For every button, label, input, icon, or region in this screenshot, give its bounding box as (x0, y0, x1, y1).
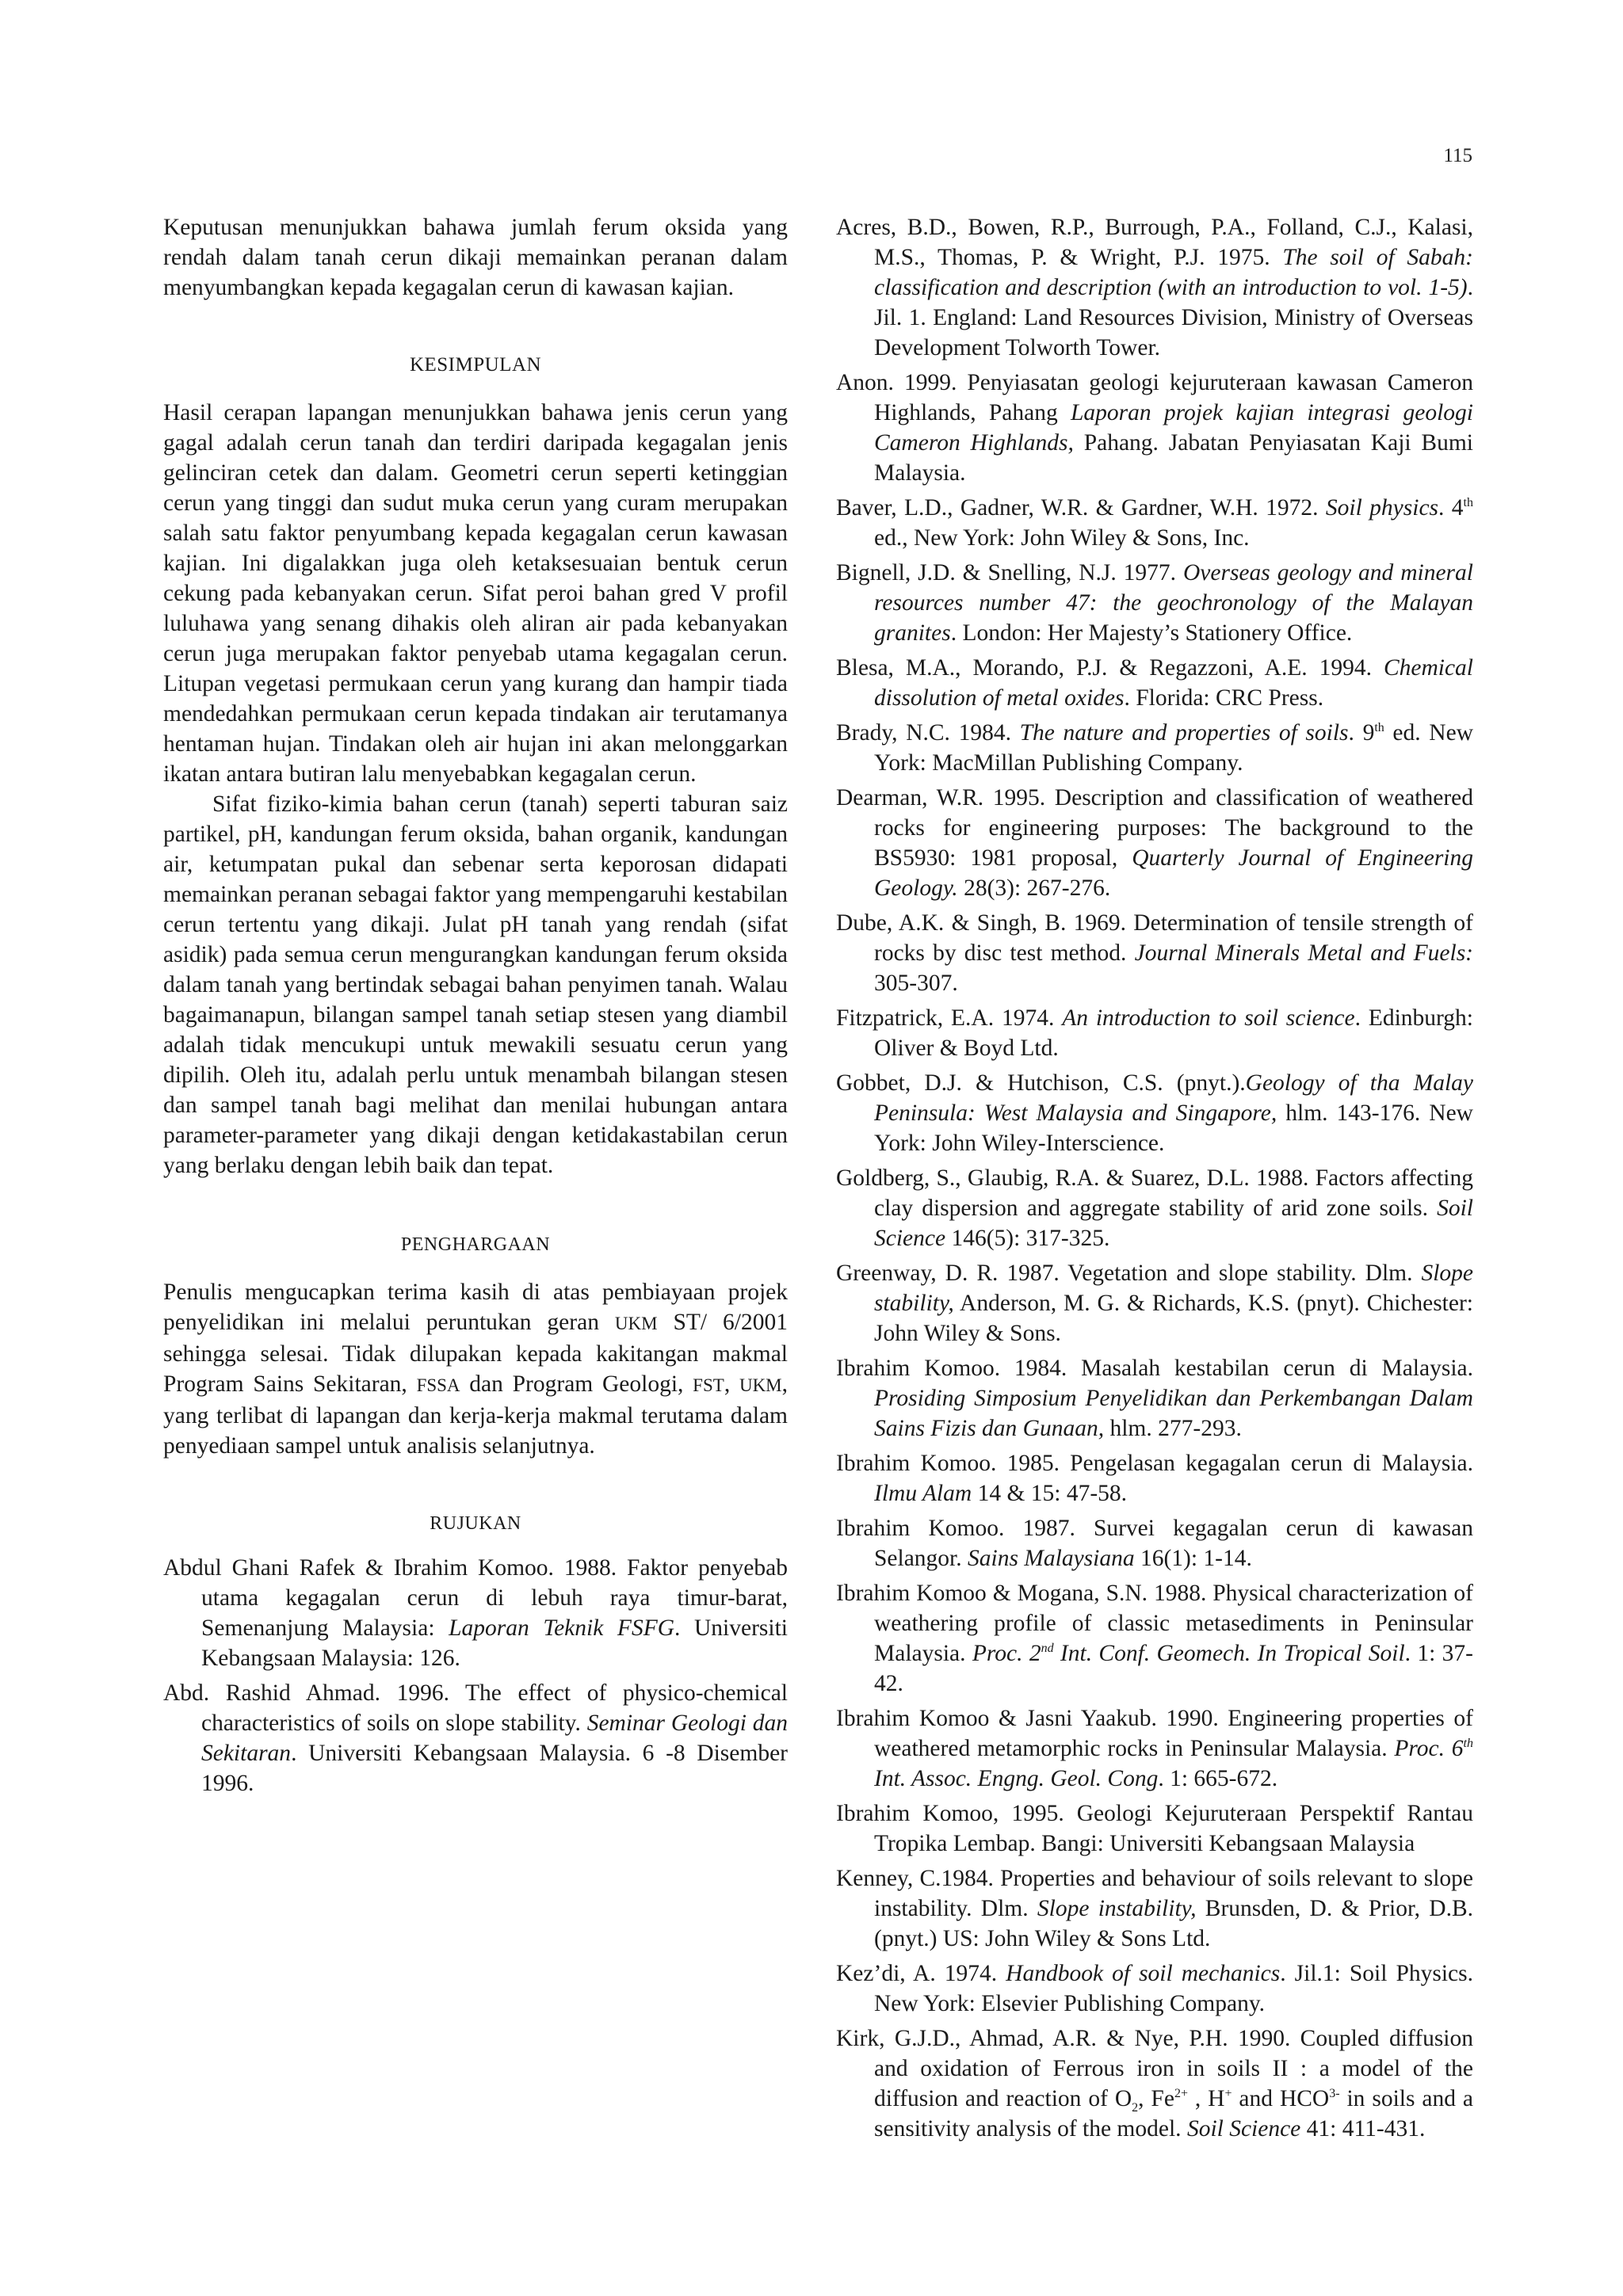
reference-item: Ibrahim Komoo. 1987. Survei kegagalan cerun di kawasan Selangor. Sains Malaysiana 16(1): 1-14. (836, 1516, 1473, 1571)
reference-item: Dearman, W.R. 1995. Description and classification of weathered rocks for engineering purposes: The background to the BS5930: 1981 proposal, Quarterly Journal of Engineering Geology. 28(3): 267-276. (836, 785, 1474, 901)
page-number: 115 (1443, 145, 1472, 166)
reference-item: Ibrahim Komoo, 1995. Geologi Kejuruteraan Perspektif Rantau Tropika Lembap. Bangi: Universiti Kebangsaan Malaysia (836, 1801, 1473, 1856)
intro-paragraph: Keputusan menunjukkan bahawa jumlah ferum oksida yang rendah dalam tanah cerun dikaji memainkan peranan dalam menyumbangkan kepada kegagalan cerun di kawasan kajian. (163, 215, 788, 300)
reference-item: Fitzpatrick, E.A. 1974. An introduction to soil science. Edinburgh: Oliver & Boyd Ltd. (836, 1005, 1474, 1061)
heading-penghargaan: PENGHARGAAN (400, 1234, 551, 1255)
reference-item: Bignell, J.D. & Snelling, N.J. 1977. Overseas geology and mineral resources number 47: the geochronology of the Malayan granites. London: Her Majesty’s Stationery Office. (836, 560, 1473, 646)
reference-item: Greenway, D. R. 1987. Vegetation and slope stability. Dlm. Slope stability, Anderson, M. G. & Richards, K.S. (pnyt). Chichester: John Wiley & Sons. (836, 1261, 1473, 1346)
reference-item: Kirk, G.J.D., Ahmad, A.R. & Nye, P.H. 1990. Coupled diffusion and oxidation of Ferrous iron in soils II : a model of the diffusion and reaction of $O_2$, $Fe^{2+}$ , H+ and $HCO^{3-}$ in soils and a sensitivity analysis of the model. Soil Science 41: 411-431. (836, 2026, 1473, 2142)
reference-item: Baver, L.D., Gadner, W.R. & Gardner, W.H. 1972. Soil physics. 4th ed., New York: John Wiley & Sons, Inc. (836, 495, 1473, 551)
left-column (163, 212, 788, 1803)
reference-item: Ibrahim Komoo. 1984. Masalah kestabilan cerun di Malaysia. Prosiding Simposium Penyelidikan dan Perkembangan Dalam Sains Fizis dan Gunaan, hlm. 277-293. (836, 1356, 1473, 1441)
reference-item: Ibrahim Komoo & Jasni Yaakub. 1990. Engineering properties of weathered metamorphic rocks in Peninsular Malaysia. Proc. 6th Int. Assoc. Engng. Geol. Cong. 1: 665-672. (836, 1706, 1473, 1791)
reference-item: Ibrahim Komoo & Mogana, S.N. 1988. Physical characterization of weathering profile of classic metasediments in Peninsular Malaysia. Proc. 2nd Int. Conf. Geomech. In Tropical Soil. 1: 37-42. (836, 1581, 1473, 1696)
reference-item: Abd. Rashid Ahmad. 1996. The effect of physico-chemical characteristics of soils on slope stability. Seminar Geologi dan Sekitaran. Universiti Kebangsaan Malaysia. 6 -8 Disember 1996. (163, 1680, 788, 1796)
acknowledgement-paragraph: Penulis mengucapkan terima kasih di atas pembiayaan projek penyelidikan ini melalui peruntukan geran UKM ST/ 6/2001 sehingga selesai. Tidak dilupakan kepada kakitangan makmal Program Sains Sekitaran, FSSA dan Program Geologi, FST, UKM, yang terlibat di lapangan dan kerja-kerja makmal terutama dalam penyediaan sampel untuk analisis selanjutnya. (163, 1280, 789, 1459)
reference-item: Brady, N.C. 1984. The nature and properties of soils. 9th ed. New York: MacMillan Publishing Company. (836, 720, 1474, 776)
kesimpulan-paragraph-1: Hasil cerapan lapangan menunjukkan bahawa jenis cerun yang gagal adalah cerun tanah dan terdiri daripada kegagalan jenis gelinciran cetek dan dalam. Geometri cerun seperti ketinggian cerun yang tinggi dan sudut muka cerun yang curam merupakan salah satu faktor penyumbang kepada kegagalan cerun kawasan kajian. Ini digalakkan juga oleh ketaksesuaian bentuk cerun cekung pada kebanyakan cerun. Sifat peroi bahan gred V profil luluhawa yang senang dihakis oleh aliran air pada kebanyakan cerun juga merupakan faktor penyebab utama kegagalan cerun. Litupan vegetasi permukaan cerun yang kurang dan hampir tiada mendedahkan permukaan cerun kepada tindakan air terutamanya hentaman hujan. Tindakan oleh air hujan ini akan melonggarkan ikatan antara butiran lalu menyebabkan kegagalan cerun. (163, 400, 788, 787)
reference-item: Kez’di, A. 1974. Handbook of soil mechanics. Jil.1: Soil Physics. New York: Elsevier Publishing Company. (836, 1961, 1473, 2016)
reference-item: Ibrahim Komoo. 1985. Pengelasan kegagalan cerun di Malaysia. Ilmu Alam 14 & 15: 47-58. (836, 1451, 1473, 1506)
right-column (836, 212, 1473, 2149)
heading-rujukan: RUJUKAN (430, 1513, 521, 1534)
reference-item: Acres, B.D., Bowen, R.P., Burrough, P.A., Folland, C.J., Kalasi, M.S., Thomas, P. & Wright, P.J. 1975. The soil of Sabah: classification and description (with an introduction to vol. 1-5). Jil. 1. England: Land Resources Division, Ministry of Overseas Development Tolworth Tower. (836, 215, 1473, 360)
heading-kesimpulan: KESIMPULAN (409, 354, 542, 376)
reference-item: Gobbet, D.J. & Hutchison, C.S. (pnyt.).Geology of tha Malay Peninsula: West Malaysia and Singapore, hlm. 143-176. New York: John Wiley-Interscience. (836, 1070, 1473, 1156)
kesimpulan-paragraph-2: Sifat fiziko-kimia bahan cerun (tanah) seperti taburan saiz partikel, pH, kandungan ferum oksida, bahan organik, kandungan air, ketumpatan pukal dan sebenar serta keporosan didapati memainkan peranan sebagai faktor yang mempengaruhi kestabilan cerun tertentu yang dikaji. Julat pH tanah yang rendah (sifat asidik) pada semua cerun mengurangkan kandungan ferum oksida dalam tanah yang bertindak sebagai bahan penyimen tanah. Walau bagaimanapun, bilangan sampel tanah setiap stesen yang diambil adalah tidak mencukupi untuk mewakili sesuatu cerun yang dipilih. Oleh itu, adalah perlu untuk menambah bilangan stesen dan sampel tanah bagi melihat dan menilai hubungan antara parameter-parameter yang dikaji dengan ketidakastabilan cerun yang berlaku dengan lebih baik dan tepat. (163, 791, 789, 1178)
reference-item: Abdul Ghani Rafek & Ibrahim Komoo. 1988. Faktor penyebab utama kegagalan cerun di lebuh raya timur-barat, Semenanjung Malaysia: Laporan Teknik FSFG. Universiti Kebangsaan Malaysia: 126. (163, 1555, 788, 1671)
reference-item: Dube, A.K. & Singh, B. 1969. Determination of tensile strength of rocks by disc test method. Journal Minerals Metal and Fuels: 305-307. (836, 910, 1474, 996)
reference-item: Goldberg, S., Glaubig, R.A. & Suarez, D.L. 1988. Factors affecting clay dispersion and aggregate stability of arid zone soils. Soil Science 146(5): 317-325. (836, 1165, 1473, 1251)
reference-item: Anon. 1999. Penyiasatan geologi kejuruteraan kawasan Cameron Highlands, Pahang Laporan projek kajian integrasi geologi Cameron Highlands, Pahang. Jabatan Penyiasatan Kaji Bumi Malaysia. (836, 370, 1474, 486)
reference-item: Blesa, M.A., Morando, P.J. & Regazzoni, A.E. 1994. Chemical dissolution of metal oxides. Florida: CRC Press. (836, 655, 1473, 711)
reference-item: Kenney, C.1984. Properties and behaviour of soils relevant to slope instability. Dlm. Slope instability, Brunsden, D. & Prior, D.B. (pnyt.) US: John Wiley & Sons Ltd. (836, 1866, 1473, 1951)
